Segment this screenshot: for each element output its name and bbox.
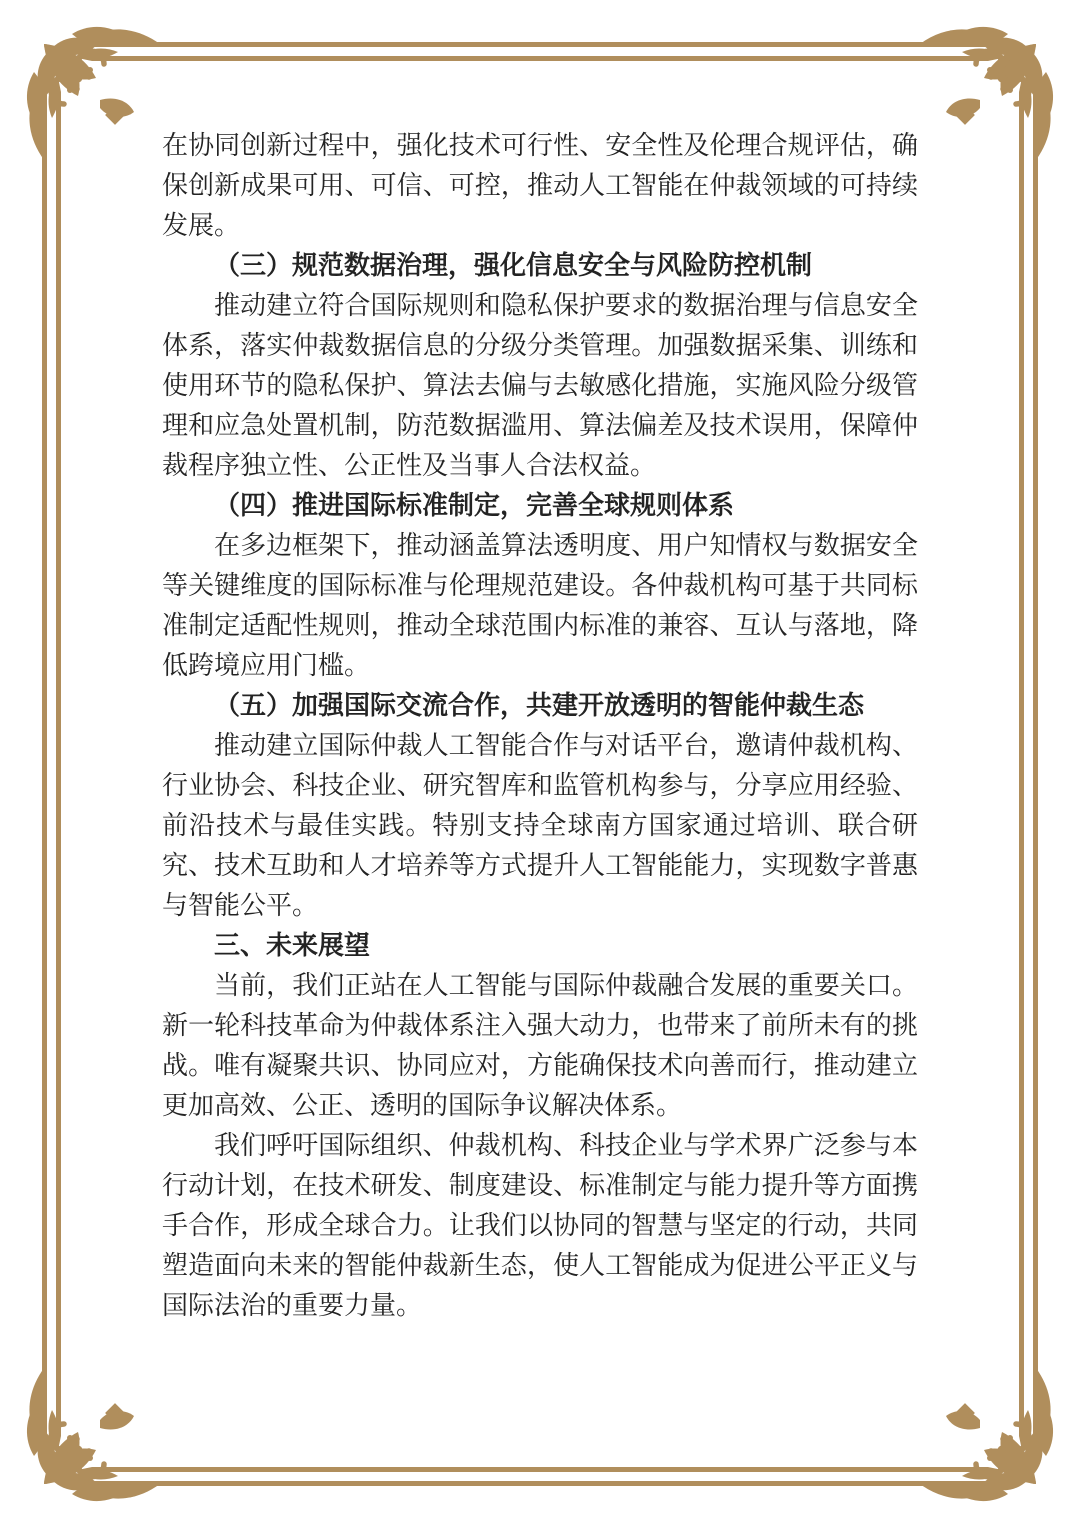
- section-heading: （三）规范数据治理，强化信息安全与风险防控机制: [214, 251, 813, 280]
- border-line-top-outer: [150, 42, 930, 47]
- paragraph: 推动建立国际仲裁人工智能合作与对话平台，邀请仲裁机构、行业协会、科技企业、研究智库和监管机构参与，分享应用经验、前沿技术与最佳实践。特别支持全球南方国家通过培训、联合研究、技术互助和人才培养等方式提升人工智能能力，实现数字普惠与智能公平。: [162, 731, 918, 920]
- border-line-left-outer: [42, 150, 47, 1378]
- document-body: [162, 126, 918, 1326]
- section-heading: 三、未来展望: [214, 931, 371, 960]
- border-line-left-inner: [56, 150, 61, 1378]
- corner-flourish-bottom-left-icon: [0, 1356, 172, 1528]
- paragraph: 在多边框架下，推动涵盖算法透明度、用户知情权与数据安全等关键维度的国际标准与伦理规范建设。各仲裁机构可基于共同标准制定适配性规则，推动全球范围内标准的兼容、互认与落地，降低跨境应用门槛。: [162, 531, 918, 680]
- paragraph-continuation: 在协同创新过程中，强化技术可行性、安全性及伦理合规评估，确保创新成果可用、可信、可控，推动人工智能在仲裁领域的可持续发展。: [162, 131, 918, 240]
- border-line-bottom-inner: [150, 1467, 930, 1472]
- paragraph: 我们呼吁国际组织、仲裁机构、科技企业与学术界广泛参与本行动计划，在技术研发、制度建设、标准制定与能力提升等方面携手合作，形成全球合力。让我们以协同的智慧与坚定的行动，共同塑造面向未来的智能仲裁新生态，使人工智能成为促进公平正义与国际法治的重要力量。: [162, 1131, 918, 1320]
- paragraph: 当前，我们正站在人工智能与国际仲裁融合发展的重要关口。新一轮科技革命为仲裁体系注入强大动力，也带来了前所未有的挑战。唯有凝聚共识、协同应对，方能确保技术向善而行，推动建立更加高效、公正、透明的国际争议解决体系。: [162, 971, 918, 1120]
- corner-flourish-top-left-icon: [0, 0, 172, 172]
- section-heading: （四）推进国际标准制定，完善全球规则体系: [214, 491, 735, 520]
- paragraph: 推动建立符合国际规则和隐私保护要求的数据治理与信息安全体系，落实仲裁数据信息的分级分类管理。加强数据采集、训练和使用环节的隐私保护、算法去偏与去敏感化措施，实施风险分级管理和应急处置机制，防范数据滥用、算法偏差及技术误用，保障仲裁程序独立性、公正性及当事人合法权益。: [162, 291, 918, 480]
- section-heading: （五）加强国际交流合作，共建开放透明的智能仲裁生态: [214, 691, 865, 720]
- border-line-right-outer: [1033, 150, 1038, 1378]
- border-line-bottom-outer: [150, 1481, 930, 1486]
- corner-flourish-bottom-right-icon: [908, 1356, 1080, 1528]
- border-line-top-inner: [150, 56, 930, 61]
- corner-flourish-top-right-icon: [908, 0, 1080, 172]
- border-line-right-inner: [1019, 150, 1024, 1378]
